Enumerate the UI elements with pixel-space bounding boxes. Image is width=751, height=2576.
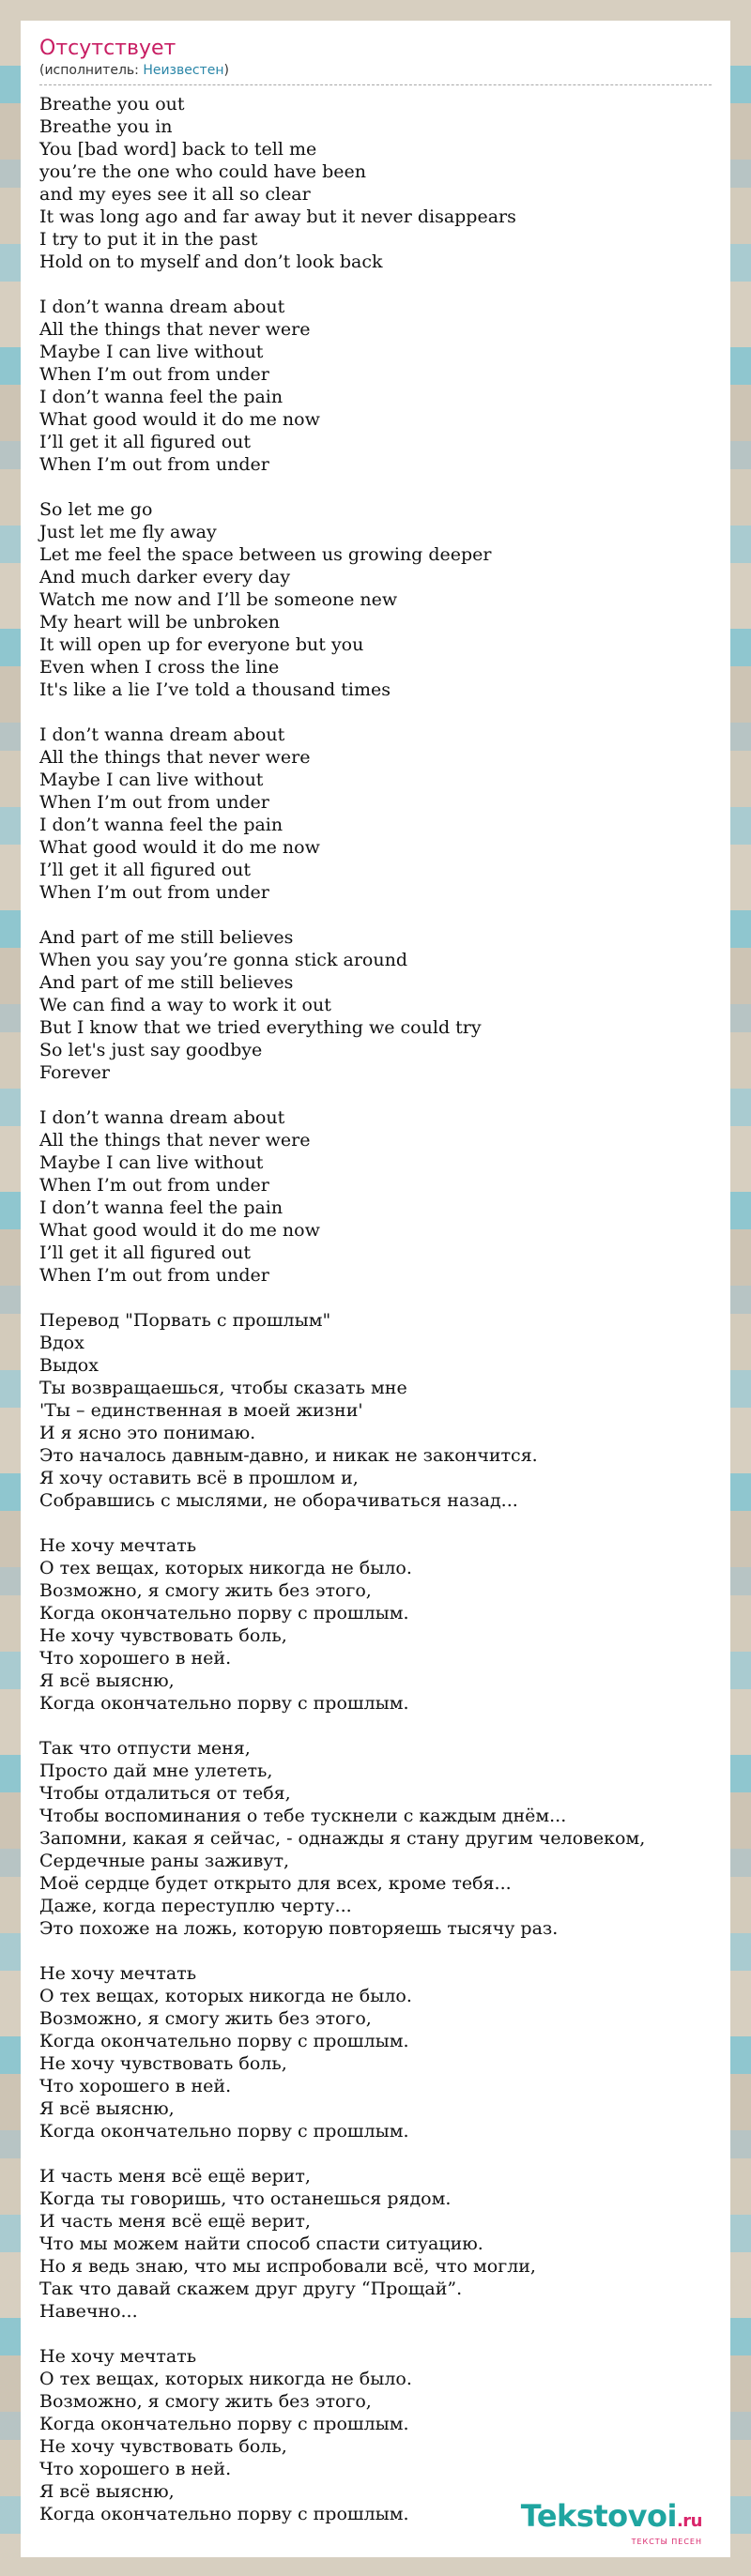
lyrics-text: Breathe you out Breathe you in You [bad word] back to tell me you’re the one who could have been and my eyes see it all so clear It was long ago and far away but it never disappears I try to put it in the past Hold on to myself and don’t look back I don’t wanna dream about All the things that never were Maybe I can live without When I’m out from under I don’t wanna feel the pain What good would it do me now I’ll get it all figured out When I’m out from under So let me go Just let me fly away Let me feel the space between us growing deeper And much darker every day Watch me now and I’ll be someone new My heart will be unbroken It will open up for everyone but you Even when I cross the line It's like a lie I’ve told a thousand times I don’t wanna dream about All the things that never were Maybe I can live without When I’m out from under I don’t wanna feel the pain What good would it do me now I’ll get it all figured out When I’m out from under And part of me still believes When you say you’re gonna stick around And part of me still believes We can find a way to work it out But I know that we tried everything we could try So let's just say goodbye Forever I don’t wanna dream about All the things that never were Maybe I can live without When I’m out from under I don’t wanna feel the pain What good would it do me now I’ll get it all figured out When I’m out from under Перевод "Порвать с прошлым" Вдох Выдох Ты возвращаешься, чтобы сказать мне 'Ты – единственная в моей жизни' И я ясно это понимаю. Это началось давным-давно, и никак не закончится. Я хочу оставить всё в прошлом и, Собравшись с мыслями, не оборачиваться назад... Не хочу мечтать О тех вещах, которых никогда не было. Возможно, я смогу жить без этого, Когда окончательно порву с прошлым. Не хочу чувствовать боль, Что хорошего в ней. Я всё выясню, Когда окончательно порву с прошлым. Так что отпусти меня, Просто дай мне улететь, Чтобы отдалиться от тебя, Чтобы воспоминания о тебе тускнели с каждым днём... Запомни, какая я сейчас, - однажды я стану другим человеком, Сердечные раны заживут, Моё сердце будет открыто для всех, кроме тебя... Даже, когда переступлю черту... Это похоже на ложь, которую повторяешь тысячу раз. Не хочу мечтать О тех вещах, которых никогда не было. Возможно, я смогу жить без этого, Когда окончательно порву с прошлым. Не хочу чувствовать боль, Что хорошего в ней. Я всё выясню, Когда окончательно порву с прошлым. И часть меня всё ещё верит, Когда ты говоришь, что останешься рядом. И часть меня всё ещё верит, Что мы можем найти способ спасти ситуацию. Но я ведь знаю, что мы испробовали всё, что могли, Так что давай скажем друг другу “Прощай”. Навечно... Не хочу мечтать О тех вещах, которых никогда не было. Возможно, я смогу жить без этого, Когда окончательно порву с прошлым. Не хочу чувствовать боль, Что хорошего в ней. Я всё выясню, Когда окончательно порву с прошлым. bbox=[39, 94, 646, 2524]
site-logo[interactable] bbox=[520, 2498, 702, 2546]
lyrics-card bbox=[21, 21, 730, 2557]
logo-wordmark bbox=[520, 2498, 702, 2537]
artist-suffix: ) bbox=[223, 63, 229, 78]
artist-line bbox=[39, 62, 712, 85]
song-title: Отсутствует bbox=[39, 37, 176, 60]
artist-prefix: (исполнитель: bbox=[39, 63, 144, 78]
logo-domain: .ru bbox=[676, 2511, 702, 2531]
logo-tagline: ТЕКСТЫ ПЕСЕН bbox=[631, 2538, 702, 2546]
logo-name: Tekstovoi bbox=[520, 2498, 677, 2534]
artist-link[interactable]: Неизвестен bbox=[143, 63, 224, 78]
song-header bbox=[39, 36, 712, 85]
